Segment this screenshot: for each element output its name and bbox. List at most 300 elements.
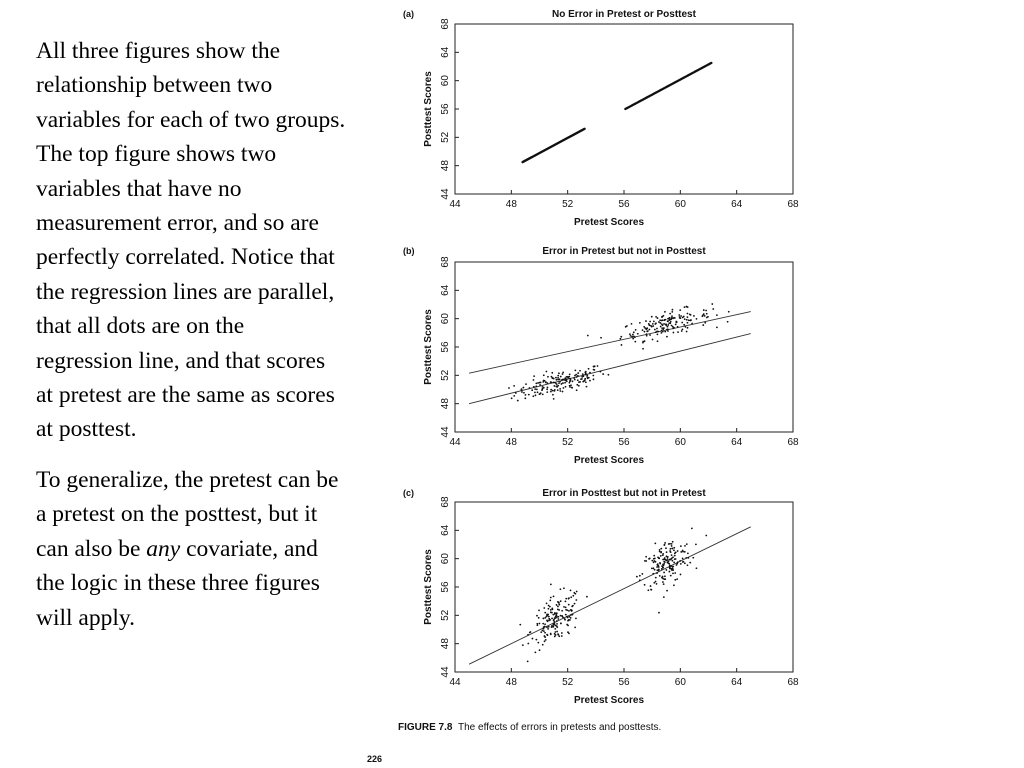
data-point bbox=[619, 338, 621, 340]
data-point bbox=[672, 560, 674, 562]
x-tick-label: 64 bbox=[731, 199, 743, 210]
data-point bbox=[655, 581, 657, 583]
x-tick-label: 64 bbox=[731, 677, 743, 688]
data-point bbox=[547, 382, 549, 384]
data-point bbox=[564, 600, 566, 602]
data-point bbox=[685, 326, 687, 328]
data-point bbox=[683, 561, 685, 563]
x-tick-label: 44 bbox=[449, 199, 461, 210]
data-point bbox=[659, 562, 661, 564]
data-point bbox=[634, 341, 636, 343]
data-point bbox=[559, 588, 561, 590]
data-point bbox=[543, 374, 545, 376]
data-point bbox=[585, 381, 587, 383]
data-point bbox=[574, 626, 576, 628]
data-point bbox=[586, 386, 588, 388]
data-point bbox=[557, 375, 559, 377]
data-point bbox=[558, 616, 560, 618]
x-tick-label: 64 bbox=[731, 437, 743, 448]
data-point bbox=[688, 319, 690, 321]
data-point bbox=[641, 573, 643, 575]
data-point bbox=[630, 335, 632, 337]
data-point bbox=[582, 375, 584, 377]
data-point bbox=[602, 373, 604, 375]
data-point bbox=[705, 535, 707, 537]
data-point bbox=[544, 632, 546, 634]
data-point bbox=[537, 391, 539, 393]
data-point bbox=[664, 311, 666, 313]
figure-caption-label: FIGURE 7.8 bbox=[398, 722, 453, 733]
data-point bbox=[556, 386, 558, 388]
x-axis-label: Pretest Scores bbox=[573, 217, 645, 228]
data-point bbox=[557, 618, 559, 620]
data-point bbox=[558, 372, 560, 374]
chart-panel-3 bbox=[403, 488, 799, 706]
y-tick-label: 60 bbox=[440, 553, 451, 565]
data-point bbox=[626, 325, 628, 327]
y-tick-label: 64 bbox=[440, 46, 451, 58]
data-point bbox=[656, 572, 658, 574]
data-point bbox=[568, 598, 570, 600]
data-point bbox=[532, 638, 534, 640]
data-point bbox=[565, 386, 567, 388]
data-point bbox=[687, 327, 689, 329]
data-point bbox=[652, 339, 654, 341]
data-point bbox=[542, 386, 544, 388]
data-point bbox=[570, 617, 572, 619]
data-point bbox=[658, 321, 660, 323]
data-point bbox=[562, 373, 564, 375]
data-point bbox=[646, 335, 648, 337]
data-point bbox=[523, 392, 525, 394]
y-tick-label: 48 bbox=[440, 398, 451, 410]
data-point bbox=[637, 333, 639, 335]
x-axis-label: Pretest Scores bbox=[573, 695, 645, 706]
data-point bbox=[651, 316, 653, 318]
data-point bbox=[597, 365, 599, 367]
data-point bbox=[573, 377, 575, 379]
data-point bbox=[551, 612, 553, 614]
y-tick-label: 48 bbox=[440, 638, 451, 650]
data-point bbox=[543, 607, 545, 609]
data-point bbox=[663, 583, 665, 585]
data-point bbox=[544, 636, 546, 638]
data-point bbox=[663, 561, 665, 563]
data-point bbox=[527, 661, 529, 663]
data-point bbox=[576, 591, 578, 593]
data-point bbox=[689, 562, 691, 564]
data-point bbox=[675, 551, 677, 553]
data-point bbox=[566, 609, 568, 611]
data-point bbox=[570, 379, 572, 381]
data-point bbox=[554, 633, 556, 635]
data-point bbox=[577, 375, 579, 377]
data-point bbox=[574, 379, 576, 381]
data-point bbox=[556, 604, 558, 606]
data-point bbox=[548, 626, 550, 628]
y-tick-label: 56 bbox=[440, 341, 451, 353]
data-point bbox=[527, 634, 529, 636]
data-point bbox=[554, 636, 556, 638]
data-point bbox=[677, 550, 679, 552]
data-point bbox=[667, 556, 669, 558]
data-point bbox=[539, 649, 541, 651]
data-point bbox=[539, 393, 541, 395]
data-point bbox=[568, 632, 570, 634]
data-point bbox=[684, 562, 686, 564]
data-point bbox=[535, 385, 537, 387]
regression-line bbox=[469, 312, 751, 374]
data-point bbox=[653, 320, 655, 322]
data-point bbox=[559, 388, 561, 390]
data-point bbox=[572, 595, 574, 597]
x-tick-label: 52 bbox=[562, 437, 574, 448]
data-point bbox=[562, 617, 564, 619]
y-tick-label: 52 bbox=[440, 609, 451, 621]
data-point bbox=[704, 315, 706, 317]
data-point bbox=[683, 324, 685, 326]
data-point bbox=[727, 321, 729, 323]
data-point bbox=[670, 551, 672, 553]
data-point bbox=[712, 308, 714, 310]
paragraph-2-end: covariate, and the logic in these three figures will apply. bbox=[36, 535, 320, 631]
data-point bbox=[561, 610, 563, 612]
data-point bbox=[668, 543, 670, 545]
data-point bbox=[672, 332, 674, 334]
data-point bbox=[513, 395, 515, 397]
data-point bbox=[648, 324, 650, 326]
data-point bbox=[656, 331, 658, 333]
data-point bbox=[572, 614, 574, 616]
data-point bbox=[562, 382, 564, 384]
data-point bbox=[668, 559, 670, 561]
data-point bbox=[559, 381, 561, 383]
data-point bbox=[521, 388, 523, 390]
data-point bbox=[691, 527, 693, 529]
x-tick-label: 44 bbox=[449, 677, 461, 688]
data-point bbox=[589, 372, 591, 374]
panel-label: (a) bbox=[403, 9, 414, 19]
data-point bbox=[687, 557, 689, 559]
data-point bbox=[550, 609, 552, 611]
data-point bbox=[577, 372, 579, 374]
data-point bbox=[673, 561, 675, 563]
data-point bbox=[632, 334, 634, 336]
data-point bbox=[550, 391, 552, 393]
data-point bbox=[608, 374, 610, 376]
data-point bbox=[552, 390, 554, 392]
data-point bbox=[558, 604, 560, 606]
data-point bbox=[570, 596, 572, 598]
data-point bbox=[568, 610, 570, 612]
y-tick-label: 44 bbox=[440, 666, 451, 678]
figure-caption-text: The effects of errors in pretests and posttests. bbox=[458, 722, 662, 733]
data-point bbox=[651, 326, 653, 328]
data-point bbox=[639, 575, 641, 577]
data-point bbox=[554, 617, 556, 619]
y-tick-label: 52 bbox=[440, 131, 451, 143]
x-tick-label: 48 bbox=[505, 677, 517, 688]
data-point bbox=[542, 623, 544, 625]
data-point bbox=[661, 323, 663, 325]
data-point bbox=[659, 575, 661, 577]
data-point bbox=[663, 315, 665, 317]
data-point bbox=[728, 311, 730, 313]
data-point bbox=[716, 314, 718, 316]
data-point bbox=[670, 321, 672, 323]
data-point bbox=[664, 557, 666, 559]
data-point bbox=[660, 555, 662, 557]
data-point bbox=[546, 626, 548, 628]
data-point bbox=[649, 334, 651, 336]
data-point bbox=[575, 599, 577, 601]
data-point bbox=[557, 379, 559, 381]
data-point bbox=[545, 639, 547, 641]
data-point bbox=[702, 314, 704, 316]
data-point bbox=[556, 379, 558, 381]
data-point bbox=[562, 372, 564, 374]
data-point bbox=[649, 321, 651, 323]
data-point bbox=[716, 326, 718, 328]
data-point bbox=[666, 590, 668, 592]
data-point bbox=[672, 327, 674, 329]
data-point bbox=[547, 387, 549, 389]
data-point bbox=[552, 625, 554, 627]
data-point bbox=[567, 376, 569, 378]
data-point bbox=[575, 374, 577, 376]
data-point bbox=[561, 383, 563, 385]
data-point bbox=[553, 623, 555, 625]
paragraph-1: All three figures show the relationship between two variables for each of two groups. The top figure shows two variables that have no measurement error, and so are perfectly correlated. Notice that the regression lines are parallel, that all dots are on the regression line, and that scores at pretest are the same as scores at posttest. bbox=[36, 38, 346, 443]
data-point bbox=[548, 616, 550, 618]
x-tick-label: 56 bbox=[618, 437, 630, 448]
data-point bbox=[670, 318, 672, 320]
data-point bbox=[678, 314, 680, 316]
data-point bbox=[546, 388, 548, 390]
y-tick-label: 64 bbox=[440, 524, 451, 536]
data-point bbox=[546, 602, 548, 604]
data-point bbox=[574, 603, 576, 605]
data-point bbox=[684, 306, 686, 308]
data-point bbox=[593, 378, 595, 380]
data-point bbox=[663, 572, 665, 574]
x-tick-label: 48 bbox=[505, 199, 517, 210]
data-point bbox=[674, 555, 676, 557]
data-point bbox=[663, 323, 665, 325]
data-point bbox=[543, 380, 545, 382]
data-point bbox=[671, 554, 673, 556]
data-point bbox=[570, 614, 572, 616]
data-point bbox=[705, 310, 707, 312]
data-point bbox=[536, 388, 538, 390]
data-point bbox=[535, 382, 537, 384]
data-point bbox=[576, 384, 578, 386]
data-point bbox=[662, 576, 664, 578]
data-point bbox=[711, 303, 713, 305]
data-point bbox=[676, 564, 678, 566]
data-point bbox=[645, 556, 647, 558]
y-tick-label: 44 bbox=[440, 426, 451, 438]
data-point bbox=[665, 559, 667, 561]
data-point bbox=[710, 62, 712, 64]
data-point bbox=[561, 635, 563, 637]
data-point bbox=[657, 333, 659, 335]
data-point bbox=[528, 394, 530, 396]
data-point bbox=[707, 316, 709, 318]
data-point bbox=[648, 329, 650, 331]
data-point bbox=[592, 375, 594, 377]
data-point bbox=[560, 623, 562, 625]
data-point bbox=[559, 378, 561, 380]
data-point bbox=[653, 555, 655, 557]
plot-frame bbox=[455, 24, 793, 194]
data-point bbox=[635, 329, 637, 331]
data-point bbox=[669, 317, 671, 319]
data-point bbox=[534, 651, 536, 653]
data-point bbox=[629, 333, 631, 335]
data-point bbox=[553, 385, 555, 387]
chart-panel-2 bbox=[403, 246, 799, 466]
data-point bbox=[654, 569, 656, 571]
data-point bbox=[682, 329, 684, 331]
data-point bbox=[655, 322, 657, 324]
data-point bbox=[588, 368, 590, 370]
data-point bbox=[682, 317, 684, 319]
data-point bbox=[660, 326, 662, 328]
data-point bbox=[680, 563, 682, 565]
data-point bbox=[662, 328, 664, 330]
data-point bbox=[587, 335, 589, 337]
data-point bbox=[558, 609, 560, 611]
data-point bbox=[673, 317, 675, 319]
data-point bbox=[677, 326, 679, 328]
data-point bbox=[672, 566, 674, 568]
data-point bbox=[549, 599, 551, 601]
data-point bbox=[687, 316, 689, 318]
data-point bbox=[556, 631, 558, 633]
data-point bbox=[564, 618, 566, 620]
data-point bbox=[662, 564, 664, 566]
data-point bbox=[593, 366, 595, 368]
data-point bbox=[556, 625, 558, 627]
data-point bbox=[539, 623, 541, 625]
data-point bbox=[554, 613, 556, 615]
data-point bbox=[677, 561, 679, 563]
data-point bbox=[565, 606, 567, 608]
data-point bbox=[667, 324, 669, 326]
data-point bbox=[557, 633, 559, 635]
data-point bbox=[563, 587, 565, 589]
data-point bbox=[696, 567, 698, 569]
data-point bbox=[671, 569, 673, 571]
data-point bbox=[669, 564, 671, 566]
data-point bbox=[551, 372, 553, 374]
paragraph-2-emphasis: any bbox=[146, 535, 181, 562]
data-point bbox=[547, 608, 549, 610]
data-point bbox=[554, 628, 556, 630]
chart-title: Error in Posttest but not in Pretest bbox=[542, 488, 706, 499]
data-point bbox=[665, 569, 667, 571]
data-point bbox=[681, 322, 683, 324]
data-point bbox=[508, 387, 510, 389]
data-point bbox=[653, 567, 655, 569]
data-point bbox=[568, 616, 570, 618]
data-point bbox=[689, 320, 691, 322]
data-point bbox=[519, 624, 521, 626]
data-point bbox=[565, 598, 567, 600]
data-point bbox=[524, 397, 526, 399]
data-point bbox=[582, 373, 584, 375]
data-point bbox=[671, 315, 673, 317]
y-tick-label: 68 bbox=[440, 256, 451, 268]
data-point bbox=[656, 566, 658, 568]
data-point bbox=[550, 584, 552, 586]
data-point bbox=[536, 615, 538, 617]
x-tick-label: 68 bbox=[787, 437, 799, 448]
data-point bbox=[572, 605, 574, 607]
y-tick-label: 52 bbox=[440, 369, 451, 381]
data-point bbox=[658, 568, 660, 570]
paragraph-2-start: To generalize, the pretest can be a pretest on the posttest, but it can also be bbox=[36, 466, 339, 562]
data-point bbox=[586, 596, 588, 598]
chart-panel-1 bbox=[403, 9, 799, 228]
data-point bbox=[522, 644, 524, 646]
data-point bbox=[557, 606, 559, 608]
data-point bbox=[551, 618, 553, 620]
data-point bbox=[552, 394, 554, 396]
data-point bbox=[532, 395, 534, 397]
x-tick-label: 60 bbox=[674, 677, 686, 688]
data-point bbox=[657, 563, 659, 565]
data-point bbox=[550, 633, 552, 635]
data-point bbox=[545, 382, 547, 384]
data-point bbox=[574, 369, 576, 371]
data-point bbox=[569, 374, 571, 376]
data-point bbox=[544, 626, 546, 628]
data-point bbox=[684, 318, 686, 320]
x-tick-label: 44 bbox=[449, 437, 461, 448]
data-point bbox=[570, 609, 572, 611]
data-point bbox=[593, 369, 595, 371]
data-point bbox=[653, 582, 655, 584]
data-point bbox=[666, 336, 668, 338]
data-point bbox=[633, 335, 635, 337]
data-point bbox=[534, 392, 536, 394]
data-point bbox=[553, 382, 555, 384]
data-point bbox=[663, 544, 665, 546]
data-point bbox=[558, 382, 560, 384]
y-axis-label: Posttest Scores bbox=[423, 549, 434, 625]
data-point bbox=[556, 383, 558, 385]
data-point bbox=[540, 631, 542, 633]
data-point bbox=[645, 320, 647, 322]
data-point bbox=[572, 380, 574, 382]
data-point bbox=[632, 338, 634, 340]
data-point bbox=[658, 557, 660, 559]
data-point bbox=[533, 379, 535, 381]
data-point bbox=[650, 585, 652, 587]
data-point bbox=[561, 632, 563, 634]
x-tick-label: 52 bbox=[562, 199, 574, 210]
data-point bbox=[542, 393, 544, 395]
data-point bbox=[682, 558, 684, 560]
data-point bbox=[547, 628, 549, 630]
data-point bbox=[556, 620, 558, 622]
y-tick-label: 60 bbox=[440, 75, 451, 87]
data-point bbox=[661, 568, 663, 570]
data-point bbox=[679, 309, 681, 311]
data-point bbox=[560, 376, 562, 378]
